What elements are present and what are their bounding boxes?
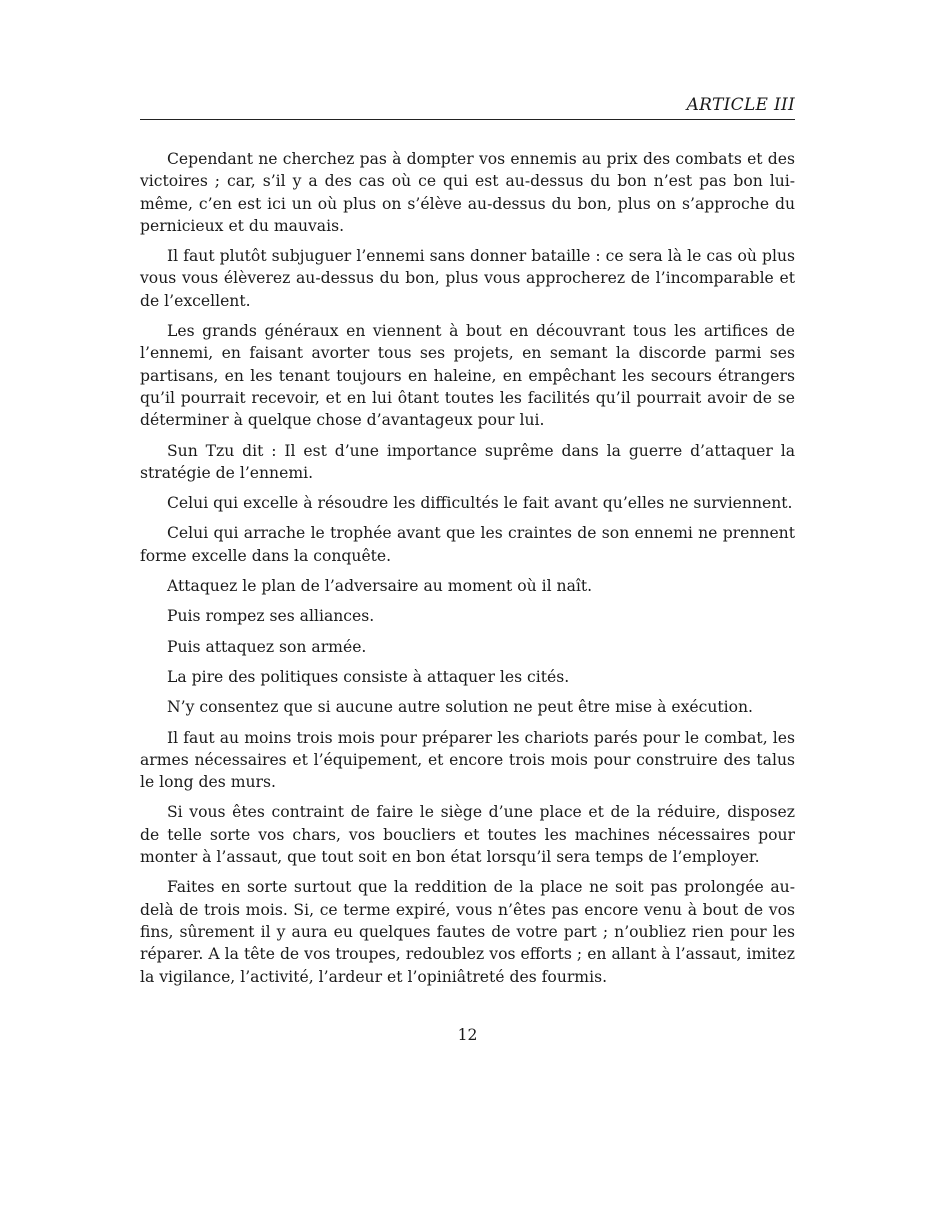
paragraph: Il faut plutôt subjuguer l’ennemi sans donner bataille : ce sera là le cas où plus vous vous élèverez au-dessus du bon, plus vous approcherez de l’incomparable et de l’excellent. xyxy=(140,247,795,310)
paragraph: Faites en sorte surtout que la reddition de la place ne soit pas prolongée au-delà de trois mois. Si, ce terme expiré, vous n’êtes pas encore venu à bout de vos fins, sûrement il y aura eu quelques fautes de votre part ; n’oubliez rien pour les réparer. A la tête de vos troupes, redoublez vos efforts ; en allant à l’assaut, imitez la vigilance, l’activité, l’ardeur et l’opiniâtreté des fourmis. xyxy=(140,878,795,986)
paragraph: Si vous êtes contraint de faire le siège d’une place et de la réduire, disposez de telle sorte vos chars, vos boucliers et toutes les machines nécessaires pour monter à l’assaut, que tout soit en bon état lorsqu’il sera temps de l’employer. xyxy=(140,803,795,867)
paragraph: Les grands généraux en viennent à bout en découvrant tous les artifices de l’ennemi, en faisant avorter tous ses projets, en semant la discorde parmi ses partisans, en les tenant toujours en haleine, en empêchant les secours étrangers qu’il pourrait recevoir, et en lui ôtant toutes les facilités qu’il pourrait avoir de se déterminer à quelque chose d’avantageux pour lui. xyxy=(140,322,795,430)
paragraph: N’y consentez que si aucune autre solution ne peut être mise à exécution. xyxy=(167,698,754,717)
paragraph: Sun Tzu dit : Il est d’une importance suprême dans la guerre d’attaquer la stratégie de l’ennemi. xyxy=(140,441,795,482)
paragraph: Attaquez le plan de l’adversaire au moment où il naît. xyxy=(167,577,593,596)
paragraph: Puis attaquez son armée. xyxy=(167,637,367,656)
paragraph: Celui qui arrache le trophée avant que les craintes de son ennemi ne prennent forme excelle dans la conquête. xyxy=(140,524,795,565)
body-text xyxy=(140,148,795,996)
page-number: 12 xyxy=(457,1026,478,1044)
paragraph: La pire des politiques consiste à attaquer les cités. xyxy=(167,667,570,686)
paragraph: Cependant ne cherchez pas à dompter vos ennemis au prix des combats et des victoires ; car, s’il y a des cas où ce qui est au-dessus du bon n’est pas bon lui-même, c’en est ici un où plus on s’élève au-dessus du bon, plus on s’approche du pernicieux et du mauvais. xyxy=(140,150,795,235)
header-title: ARTICLE III xyxy=(686,95,795,115)
paragraph: Il faut au moins trois mois pour préparer les chariots parés pour le combat, les armes nécessaires et l’équipement, et encore trois mois pour construire des talus le long des murs. xyxy=(140,728,795,792)
running-header xyxy=(140,95,795,120)
paragraph: Celui qui excelle à résoudre les difficultés le fait avant qu’elles ne surviennent. xyxy=(167,494,793,513)
paragraph: Puis rompez ses alliances. xyxy=(167,607,375,626)
